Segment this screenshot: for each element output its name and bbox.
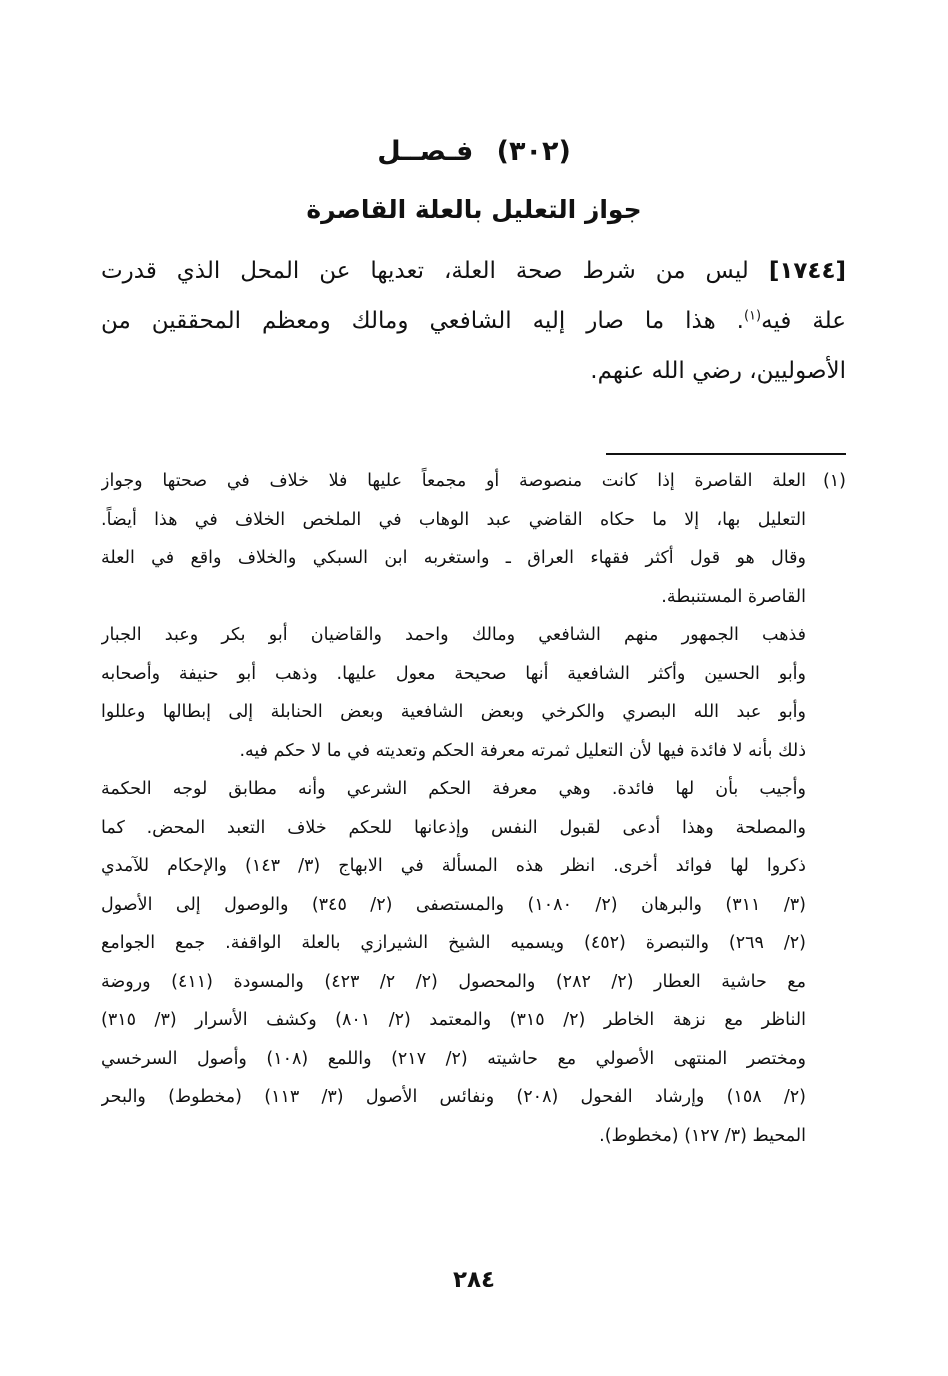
footnote-line: وقال هو قول أكثر فقهاء العراق ـ واستغربه ابن السبكي والخلاف واقع في العلة bbox=[101, 548, 806, 568]
footnote-line: المحيط (٣/ ١٢٧) (مخطوط). bbox=[599, 1125, 806, 1146]
footnote-line: وأجيب بأن لها فائدة. وهي معرفة الحكم الشرعي وأنه مطابق لوجه الحكمة bbox=[101, 779, 806, 799]
main-line-1-text: ليس من شرط صحة العلة، تعديها عن المحل الذي قدرت bbox=[101, 258, 749, 284]
page-number: ٢٨٤ bbox=[452, 1267, 496, 1293]
main-line-2-start: علة فيه bbox=[761, 308, 847, 334]
main-paragraph bbox=[101, 246, 846, 396]
footnote-line: (٢/ ١٥٨) وإرشاد الفحول (٢٠٨) ونفائس الأصول (٣/ ١١٣) (مخطوط) والبحر bbox=[101, 1087, 806, 1107]
footnote-separator bbox=[606, 453, 846, 455]
footnote-line: وأبو الحسين وأكثر الشافعية أنها صحيحة معول عليها. وذهب أبو حنيفة وأصحابه bbox=[101, 663, 806, 684]
paragraph-number: [١٧٤٤] bbox=[768, 258, 846, 284]
footnote-marker: (١) bbox=[822, 471, 846, 491]
section-number: (٣٠٢) bbox=[496, 136, 571, 167]
main-line-1 bbox=[101, 246, 846, 296]
footnote-line: مع حاشية العطار (٢/ ٢٨٢) والمحصول (٢/ ٢/ ٤٢٣) والمسودة (٤١١) وروضة bbox=[101, 971, 806, 992]
main-line-2 bbox=[101, 296, 846, 346]
footnote-reference: (١) bbox=[743, 308, 762, 324]
footnote-line: (٢/ ٢٦٩) والتبصرة (٤٥٢) ويسميه الشيخ الشيرازي بالعلة الواقفة. جمع الجوامع bbox=[101, 933, 806, 953]
footnote-line: ومختصر المنتهى الأصولي مع حاشيته (٢/ ٢١٧) واللمع (١٠٨) وأصول السرخسي bbox=[101, 1048, 807, 1069]
footnote-line: (٣/ ٣١١) والبرهان (٢/ ١٠٨٠) والمستصفى (٢/ ٣٤٥) والوصول إلى الأصول bbox=[101, 894, 806, 915]
footnote-line: وأبو عبد الله البصري والكرخي وبعض الشافعية وبعض الحنابلة إلى إبطالها وعللوا bbox=[101, 702, 806, 722]
footnote-line: والمصلحة وهذا أدعى لقبول النفس وإذعانها للحكم خلاف التعبد المحض. كما bbox=[101, 817, 806, 838]
footnote-line: التعليل بها، إلا ما حكاه القاضي عبد الوهاب في الملخص الخلاف في هذا أيضاً. bbox=[101, 509, 806, 530]
section-word: فـصــل bbox=[377, 136, 474, 167]
section-title: جواز التعليل بالعلة القاصرة bbox=[306, 195, 642, 224]
footnote-line: العلة القاصرة إذا كانت منصوصة أو مجمعاً عليها فلا خلاف في صحتها وجواز bbox=[101, 471, 806, 491]
footnote-block bbox=[101, 462, 846, 1155]
main-line-3: الأصوليين، رضي الله عنهم. bbox=[590, 358, 846, 384]
footnote-line: الناظر مع نزهة الخاطر (٢/ ٣١٥) والمعتمد (٢/ ٨٠١) وكشف الأسرار (٣/ ٣١٥) bbox=[101, 1010, 806, 1030]
footnote-line: فذهب الجمهور منهم الشافعي ومالك واحمد والقاضيان أبو بكر وعبد الجبار bbox=[101, 625, 806, 645]
footnote-line: القاصرة المستنبطة. bbox=[661, 586, 806, 607]
section-heading bbox=[0, 132, 948, 172]
footnote-line: ذكروا لها فوائد أخرى. انظر هذه المسألة في الابهاج (٣/ ١٤٣) والإحكام للآمدي bbox=[101, 856, 806, 876]
main-line-2-end: . هذا ما صار إليه الشافعي ومالك ومعظم المحققين من bbox=[101, 308, 744, 334]
footnote-line: ذلك بأنه لا فائدة فيها لأن التعليل ثمرته معرفة الحكم وتعديته في ما لا حكم فيه. bbox=[239, 740, 806, 761]
